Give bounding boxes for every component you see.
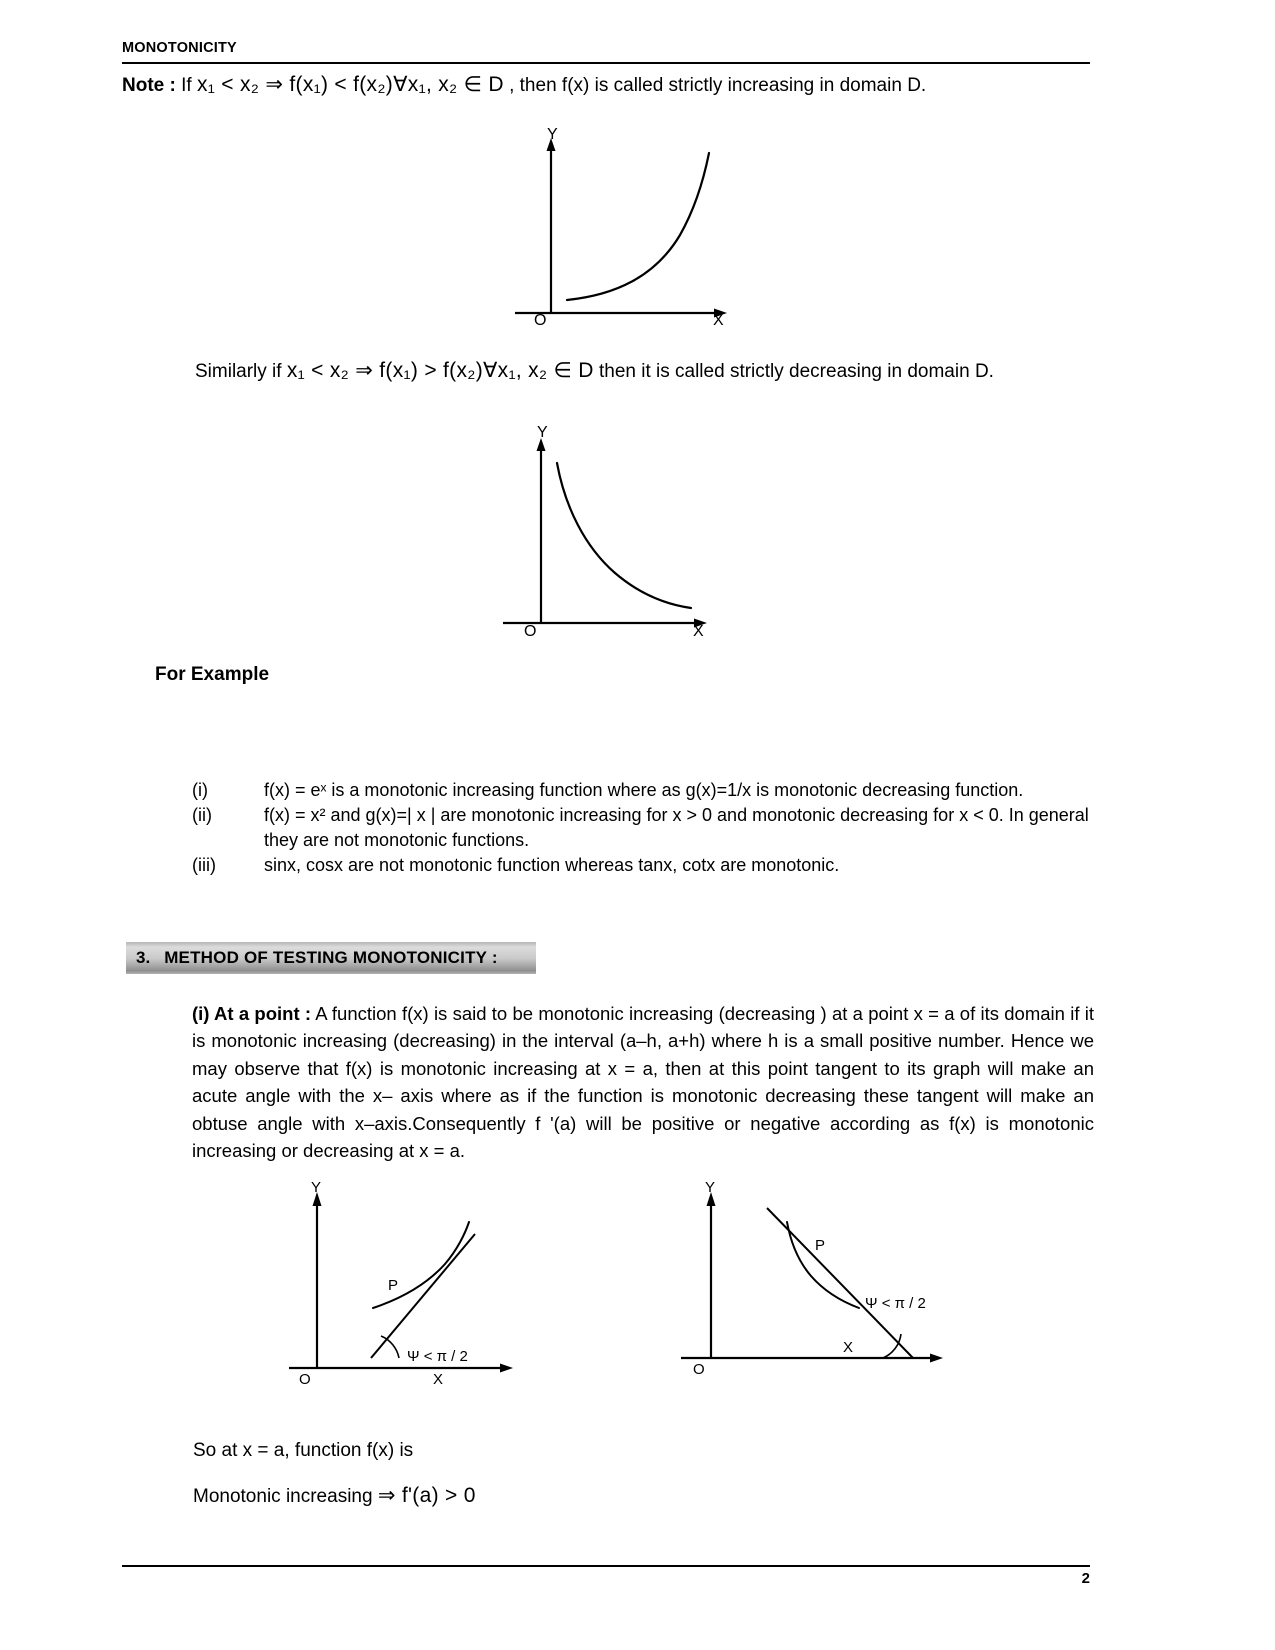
x-axis-label: X bbox=[843, 1339, 854, 1356]
note-tail: , then f(x) is called strictly increasing in domain D. bbox=[509, 75, 927, 96]
list-item bbox=[192, 853, 1092, 878]
paragraph-lead-bold: (i) At a point : bbox=[192, 1003, 312, 1024]
header-rule bbox=[122, 62, 1090, 64]
tail-line-two bbox=[193, 1483, 476, 1508]
tail-line-two-lead: Monotonic increasing bbox=[193, 1486, 378, 1507]
page-number: 2 bbox=[1081, 1570, 1090, 1587]
note-line bbox=[122, 72, 1102, 97]
x-axis-label: X bbox=[693, 623, 704, 637]
point-label: P bbox=[815, 1237, 826, 1254]
list-item bbox=[192, 778, 1092, 803]
figure-increasing-curve bbox=[505, 125, 765, 325]
list-item-marker: (i) bbox=[192, 780, 208, 800]
list-item-text: f(x) = eˣ is a monotonic increasing function where as g(x)=1/x is monotonic decreasing function. bbox=[264, 780, 1024, 800]
list-item bbox=[192, 803, 1092, 853]
y-axis-label: Y bbox=[537, 424, 548, 441]
origin-label: O bbox=[534, 312, 547, 325]
section-number: 3. bbox=[136, 948, 151, 967]
section-title: METHOD OF TESTING MONOTONICITY : bbox=[164, 948, 498, 967]
point-label: P bbox=[388, 1277, 399, 1294]
note-expression: x₁ < x₂ ⇒ f(x₁) < f(x₂)∀x₁, x₂ ∈ D bbox=[196, 73, 504, 96]
figure-decreasing-curve bbox=[495, 415, 755, 637]
y-axis-label: Y bbox=[311, 1179, 322, 1196]
similarly-expression: x₁ < x₂ ⇒ f(x₁) > f(x₂)∀x₁, x₂ ∈ D bbox=[286, 359, 594, 382]
angle-label: Ψ < π / 2 bbox=[865, 1295, 926, 1312]
running-head: MONOTONICITY bbox=[122, 40, 237, 56]
list-item-marker: (iii) bbox=[192, 855, 216, 875]
footer-rule bbox=[122, 1565, 1090, 1567]
list-item-text: sinx, cosx are not monotonic function whereas tanx, cotx are monotonic. bbox=[264, 855, 840, 875]
y-axis-label: Y bbox=[547, 126, 558, 143]
section-heading-bar bbox=[126, 942, 536, 974]
origin-label: O bbox=[299, 1371, 311, 1388]
origin-label: O bbox=[524, 623, 537, 637]
examples-list bbox=[192, 778, 1092, 878]
x-axis-label: X bbox=[713, 312, 724, 325]
list-item-marker: (ii) bbox=[192, 805, 212, 825]
body-paragraph bbox=[192, 1000, 1094, 1164]
tail-line-one: So at x = a, function f(x) is bbox=[193, 1440, 414, 1461]
list-item-text: f(x) = x² and g(x)=| x | are monotonic increasing for x > 0 and monotonic decreasing for x < 0. In general they are not monotonic functions. bbox=[264, 805, 1089, 850]
y-axis-label: Y bbox=[705, 1179, 716, 1196]
similarly-line bbox=[195, 358, 994, 383]
note-label: Note : bbox=[122, 75, 176, 96]
angle-label: Ψ < π / 2 bbox=[407, 1348, 468, 1365]
origin-label: O bbox=[693, 1361, 705, 1378]
note-if-word: If bbox=[181, 75, 192, 96]
figure-tangent-obtuse bbox=[675, 1178, 965, 1388]
x-axis-label: X bbox=[433, 1371, 444, 1388]
similarly-lead: Similarly if bbox=[195, 361, 282, 382]
tail-line-two-math: ⇒ f'(a) > 0 bbox=[377, 1484, 476, 1507]
similarly-tail: then it is called strictly decreasing in domain D. bbox=[598, 361, 994, 382]
figure-tangent-acute bbox=[285, 1178, 535, 1388]
for-example-heading: For Example bbox=[155, 664, 270, 685]
paragraph-body: A function f(x) is said to be monotonic increasing (decreasing ) at a point x = a of its domain if it is monotonic increasing (decreasing) in the interval (a–h, a+h) where h is a small positive number. Hence we may observe that f(x) is monotonic increasing at x = a, then at this point tangent to its graph will make an acute angle with the x– axis where as if the function is monotonic decreasing these tangent will make an obtuse angle with x–axis.Consequently f '(a) will be positive or negative according as f(x) is monotonic increasing or decreasing at x = a. bbox=[192, 1003, 1094, 1162]
